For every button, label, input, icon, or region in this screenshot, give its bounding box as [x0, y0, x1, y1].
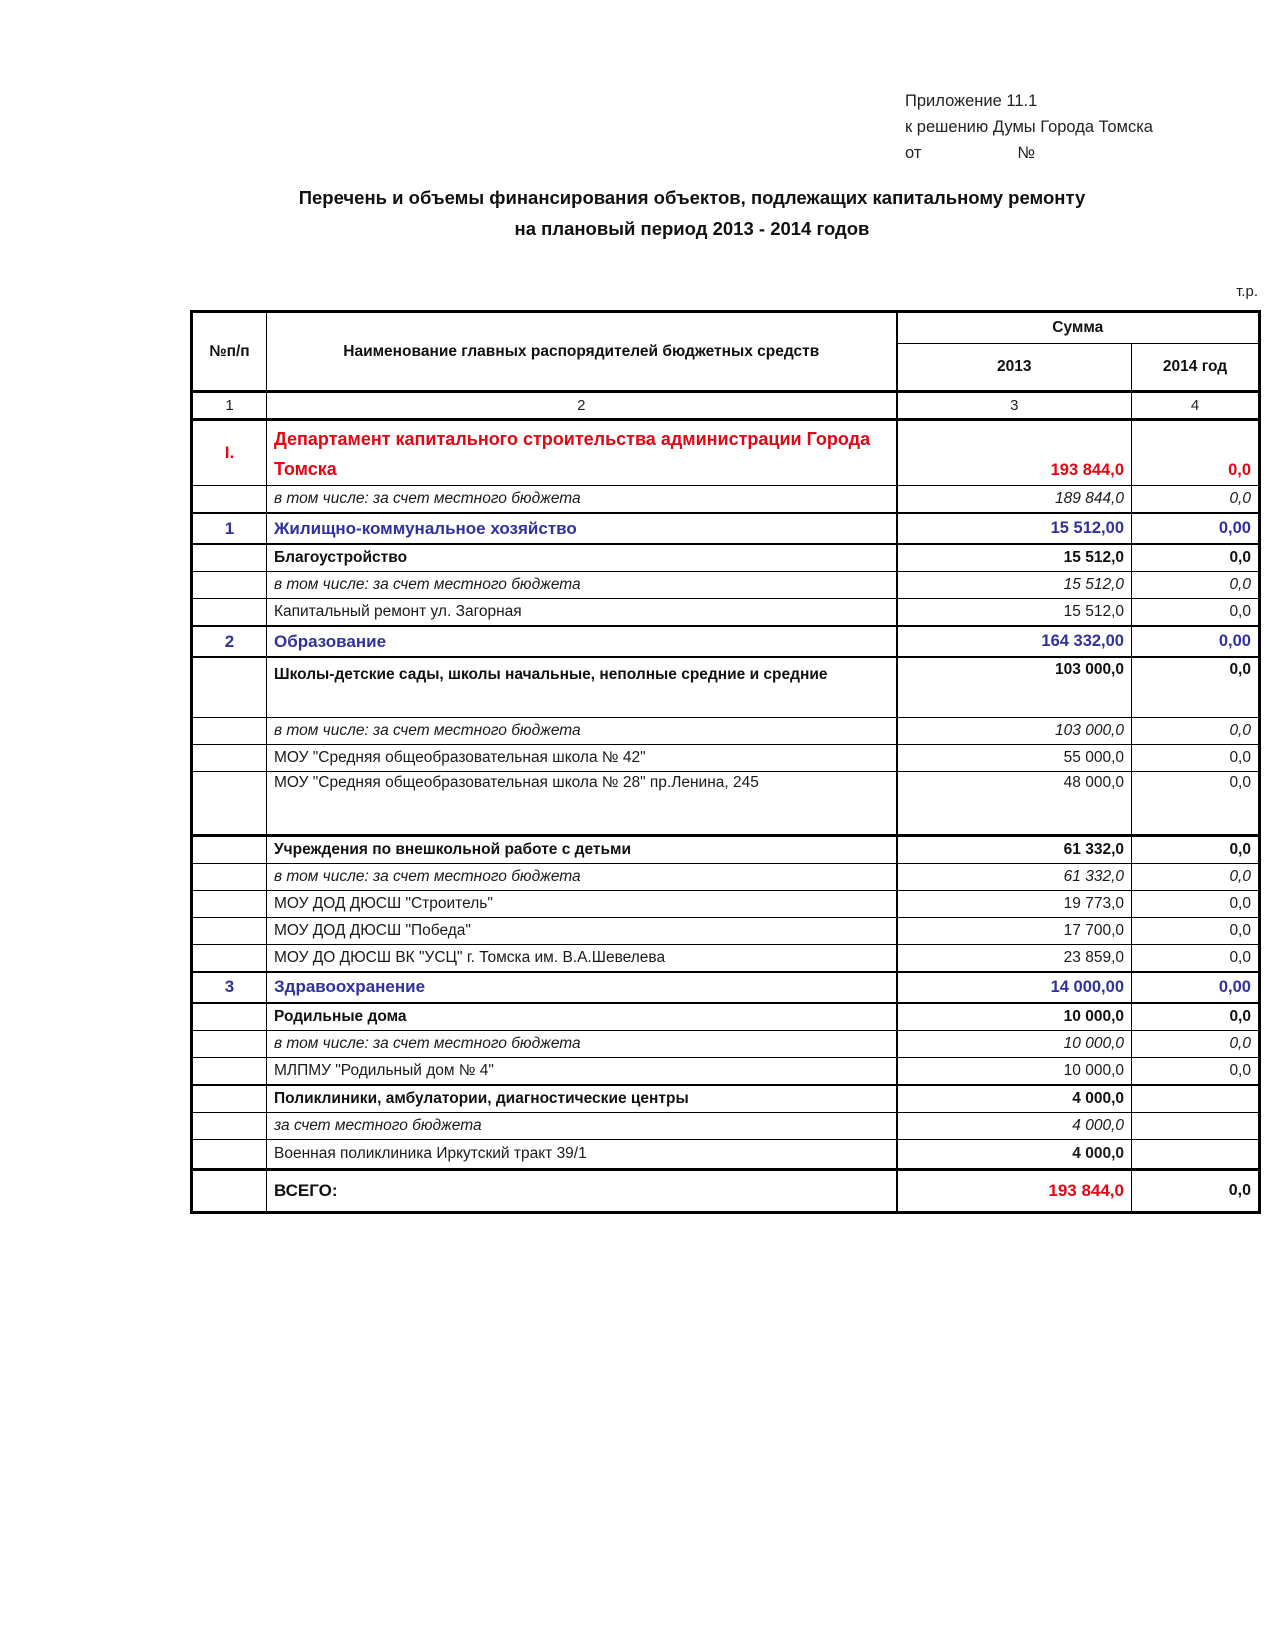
row-number-cell: I.: [192, 420, 267, 486]
row-name-cell: МОУ ДОД ДЮСШ "Победа": [267, 917, 897, 944]
header-cell-2013: 2013: [897, 344, 1132, 392]
appendix-line-2: к решению Думы Города Томска: [905, 118, 1153, 136]
row-number-cell: [192, 1169, 267, 1212]
row-name-cell: в том числе: за счет местного бюджета: [267, 572, 897, 599]
value-2013-cell: 15 512,0: [897, 544, 1132, 572]
value-2013-cell: 61 332,0: [897, 863, 1132, 890]
value-2014-cell: 0,0: [1132, 744, 1260, 771]
row-name-cell: Департамент капитального строительства администрации Города Томска: [267, 420, 897, 486]
table-header-row: [192, 312, 1260, 344]
table-row: [192, 1139, 1260, 1169]
table-row: [192, 572, 1260, 599]
header-cell-sum: Сумма: [897, 312, 1260, 344]
table-row: [192, 1003, 1260, 1031]
row-name-cell: Капитальный ремонт ул. Загорная: [267, 599, 897, 627]
value-2014-cell: 0,0: [1132, 1003, 1260, 1031]
value-2013-cell: 4 000,0: [897, 1139, 1132, 1169]
row-name-cell: Здравоохранение: [267, 972, 897, 1003]
row-number-cell: [192, 890, 267, 917]
row-number-cell: [192, 572, 267, 599]
row-number-cell: [192, 1003, 267, 1031]
row-name-cell: МОУ ДОД ДЮСШ "Строитель": [267, 890, 897, 917]
row-number-cell: [192, 1030, 267, 1057]
value-2013-cell: 55 000,0: [897, 744, 1132, 771]
row-name-cell: в том числе: за счет местного бюджета: [267, 486, 897, 514]
header-cell-2014: 2014 год: [1132, 344, 1260, 392]
table-row: [192, 744, 1260, 771]
value-2014-cell: 0,0: [1132, 1057, 1260, 1085]
page-title: [109, 182, 1275, 244]
value-2013-cell: 193 844,0: [897, 1169, 1132, 1212]
value-2013-cell: 15 512,0: [897, 599, 1132, 627]
value-2014-cell: [1132, 1085, 1260, 1113]
table-row: [192, 513, 1260, 544]
value-2014-cell: 0,0: [1132, 1169, 1260, 1212]
table-row: [192, 863, 1260, 890]
value-2014-cell: 0,0: [1132, 835, 1260, 863]
table-row: [192, 771, 1260, 835]
row-name-cell: в том числе: за счет местного бюджета: [267, 863, 897, 890]
row-name-cell: ВСЕГО:: [267, 1169, 897, 1212]
value-2014-cell: 0,0: [1132, 717, 1260, 744]
value-2013-cell: 23 859,0: [897, 944, 1132, 972]
row-name-cell: в том числе: за счет местного бюджета: [267, 717, 897, 744]
row-name-cell: Поликлиники, амбулатории, диагностические центры: [267, 1085, 897, 1113]
value-2014-cell: 0,0: [1132, 1030, 1260, 1057]
table-row: [192, 599, 1260, 627]
row-name-cell: МОУ "Средняя общеобразовательная школа № 28" пр.Ленина, 245: [267, 771, 897, 835]
table-row: [192, 1030, 1260, 1057]
row-number-cell: 2: [192, 626, 267, 657]
value-2014-cell: 0,00: [1132, 972, 1260, 1003]
table-row: [192, 944, 1260, 972]
value-2014-cell: 0,0: [1132, 890, 1260, 917]
row-name-cell: Учреждения по внешкольной работе с детьми: [267, 835, 897, 863]
column-number-1: 1: [192, 392, 267, 420]
row-name-cell: Родильные дома: [267, 1003, 897, 1031]
value-2013-cell: 14 000,00: [897, 972, 1132, 1003]
row-name-cell: Благоустройство: [267, 544, 897, 572]
row-name-cell: Военная поликлиника Иркутский тракт 39/1: [267, 1139, 897, 1169]
row-number-cell: [192, 944, 267, 972]
value-2014-cell: [1132, 1112, 1260, 1139]
appendix-line-3: [905, 140, 1153, 166]
column-number-3: 3: [897, 392, 1132, 420]
row-name-cell: МОУ ДО ДЮСШ ВК "УСЦ" г. Томска им. В.А.Шевелева: [267, 944, 897, 972]
page-title-line-2: на плановый период 2013 - 2014 годов: [514, 218, 870, 239]
value-2013-cell: 48 000,0: [897, 771, 1132, 835]
value-2013-cell: 10 000,0: [897, 1003, 1132, 1031]
row-number-cell: [192, 657, 267, 717]
value-2014-cell: [1132, 1139, 1260, 1169]
value-2013-cell: 164 332,00: [897, 626, 1132, 657]
row-number-cell: [192, 1085, 267, 1113]
table-row: [192, 626, 1260, 657]
value-2013-cell: 193 844,0: [897, 420, 1132, 486]
value-2014-cell: 0,0: [1132, 863, 1260, 890]
appendix-number-sign: №: [1017, 144, 1036, 162]
row-number-cell: [192, 1057, 267, 1085]
value-2014-cell: 0,00: [1132, 626, 1260, 657]
value-2013-cell: 103 000,0: [897, 717, 1132, 744]
value-2014-cell: 0,0: [1132, 420, 1260, 486]
value-2014-cell: 0,0: [1132, 486, 1260, 514]
units-note: т.р.: [1236, 283, 1258, 300]
table-row: [192, 657, 1260, 717]
row-name-cell: за счет местного бюджета: [267, 1112, 897, 1139]
row-number-cell: [192, 1139, 267, 1169]
table-row: [192, 1057, 1260, 1085]
value-2014-cell: 0,0: [1132, 917, 1260, 944]
row-name-cell: МЛПМУ "Родильный дом № 4": [267, 1057, 897, 1085]
row-number-cell: [192, 863, 267, 890]
value-2014-cell: 0,0: [1132, 771, 1260, 835]
appendix-from-label: от: [905, 144, 922, 162]
table-row: [192, 972, 1260, 1003]
row-number-cell: [192, 744, 267, 771]
table-row: [192, 890, 1260, 917]
table-row: [192, 1085, 1260, 1113]
table-row: [192, 917, 1260, 944]
row-name-cell: Школы-детские сады, школы начальные, неполные средние и средние: [267, 657, 897, 717]
value-2013-cell: 103 000,0: [897, 657, 1132, 717]
value-2014-cell: 0,00: [1132, 513, 1260, 544]
table-row: [192, 1112, 1260, 1139]
value-2014-cell: 0,0: [1132, 599, 1260, 627]
value-2013-cell: 189 844,0: [897, 486, 1132, 514]
appendix-note: [905, 88, 1153, 166]
value-2013-cell: 4 000,0: [897, 1112, 1132, 1139]
value-2013-cell: 17 700,0: [897, 917, 1132, 944]
row-name-cell: Жилищно-коммунальное хозяйство: [267, 513, 897, 544]
value-2014-cell: 0,0: [1132, 544, 1260, 572]
row-number-cell: 1: [192, 513, 267, 544]
value-2013-cell: 4 000,0: [897, 1085, 1132, 1113]
table-row: [192, 1169, 1260, 1212]
value-2014-cell: 0,0: [1132, 657, 1260, 717]
row-number-cell: 3: [192, 972, 267, 1003]
row-number-cell: [192, 544, 267, 572]
header-cell-name: Наименование главных распорядителей бюджетных средств: [267, 312, 897, 392]
value-2013-cell: 61 332,0: [897, 835, 1132, 863]
column-number-4: 4: [1132, 392, 1260, 420]
value-2013-cell: 15 512,0: [897, 572, 1132, 599]
row-number-cell: [192, 771, 267, 835]
row-name-cell: МОУ "Средняя общеобразовательная школа № 42": [267, 744, 897, 771]
row-number-cell: [192, 486, 267, 514]
value-2013-cell: 15 512,00: [897, 513, 1132, 544]
row-name-cell: в том числе: за счет местного бюджета: [267, 1030, 897, 1057]
appendix-line-1: Приложение 11.1: [905, 92, 1038, 110]
header-cell-number: №п/п: [192, 312, 267, 392]
value-2013-cell: 10 000,0: [897, 1030, 1132, 1057]
finance-table: [190, 310, 1261, 1214]
row-number-cell: [192, 917, 267, 944]
table-row: [192, 420, 1260, 486]
column-numbering-row: [192, 392, 1260, 420]
value-2013-cell: 19 773,0: [897, 890, 1132, 917]
table-row: [192, 835, 1260, 863]
row-number-cell: [192, 835, 267, 863]
value-2014-cell: 0,0: [1132, 944, 1260, 972]
row-name-cell: Образование: [267, 626, 897, 657]
table-row: [192, 717, 1260, 744]
table-row: [192, 486, 1260, 514]
row-number-cell: [192, 599, 267, 627]
row-number-cell: [192, 1112, 267, 1139]
value-2014-cell: 0,0: [1132, 572, 1260, 599]
row-number-cell: [192, 717, 267, 744]
page-title-line-1: Перечень и объемы финансирования объектов, подлежащих капитальному ремонту: [298, 187, 1086, 208]
column-number-2: 2: [267, 392, 897, 420]
table-row: [192, 544, 1260, 572]
value-2013-cell: 10 000,0: [897, 1057, 1132, 1085]
